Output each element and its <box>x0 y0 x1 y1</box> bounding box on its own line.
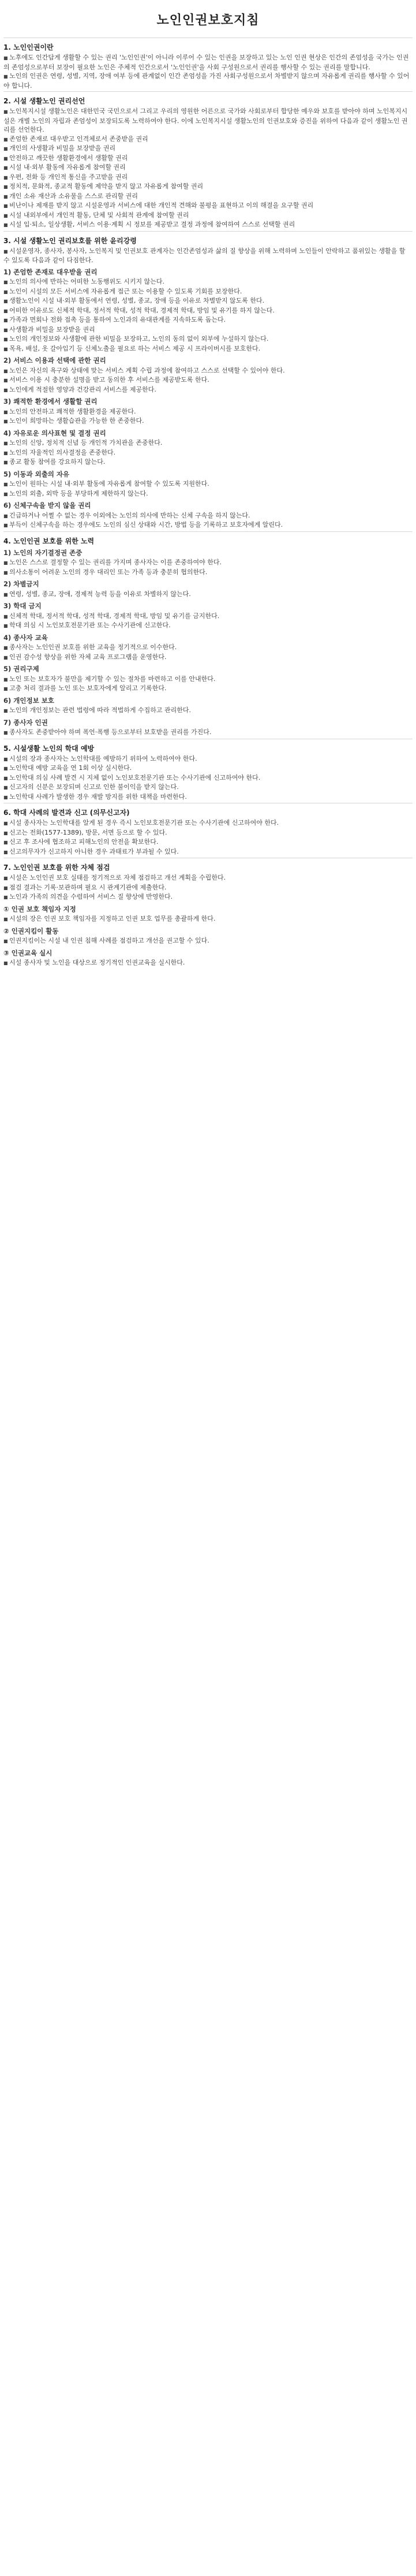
sub-heading: ① 인권 보호 책임자 지정 <box>3 904 76 913</box>
page-title: 노인인권보호지침 <box>156 13 260 28</box>
paragraph: ■ 부득이 신체구속을 하는 경우에도 노인의 심신 상태와 시간, 방법 등을 기록하고 보호자에게 알린다. <box>3 520 413 530</box>
sub-heading: 6) 개인정보 보호 <box>3 696 54 705</box>
paragraph: ■ 종교 활동 참여를 강요하지 않는다. <box>3 457 413 467</box>
section-heading: 3. 시설 생활노인 권리보호를 위한 윤리강령 <box>3 236 137 245</box>
paragraph: ■ 학대 의심 시 노인보호전문기관 또는 수사기관에 신고한다. <box>3 621 413 631</box>
paragraph: ■ 시설의 장은 인권 보호 책임자를 지정하고 인권 보호 업무를 총괄하게 한다. <box>3 914 413 924</box>
paragraph: ■ 종사자도 존중받아야 하며 폭언·폭행 등으로부터 보호받을 권리를 가진다. <box>3 728 413 738</box>
paragraph: ■ 종사자는 노인인권 보호를 위한 교육을 정기적으로 이수한다. <box>3 643 413 653</box>
sub-heading: 6) 신체구속을 받지 않을 권리 <box>3 501 91 509</box>
sub-heading: 3) 학대 금지 <box>3 602 42 610</box>
sub-heading: 5) 이동과 외출의 자유 <box>3 470 70 478</box>
paragraph: ■ 시설의 장과 종사자는 노인학대를 예방하기 위하여 노력하여야 한다. <box>3 754 413 764</box>
paragraph: ■ 노인은 스스로 결정할 수 있는 권리를 가지며 종사자는 이를 존중하여야 한다. <box>3 558 413 568</box>
paragraph: ■ 비난이나 제재를 받지 않고 시설운영과 서비스에 대한 개인적 견해와 불평을 표현하고 이의 해결을 요구할 권리 <box>3 201 413 211</box>
paragraph: ■ 개인 소유 재산과 소유물을 스스로 관리할 권리 <box>3 192 413 202</box>
paragraph: ■ 노인이 원하는 시설 내·외부 활동에 자유롭게 참여할 수 있도록 지원한다. <box>3 479 413 489</box>
paragraph: ■ 가족과 면회나 전화 접촉 등을 통하여 노인과의 유대관계를 지속하도록 돕는다. <box>3 315 413 325</box>
paragraph: ■ 점검 결과는 기록·보관하며 필요 시 관계기관에 제출한다. <box>3 883 413 893</box>
paragraph: ■ 시설 내외부에서 개인적 활동, 단체 및 사회적 관계에 참여할 권리 <box>3 211 413 221</box>
paragraph: ■ 노인학대 예방 교육을 연 1회 이상 실시한다. <box>3 764 413 773</box>
sub-heading: 2) 차별금지 <box>3 580 39 588</box>
document-page <box>0 0 416 980</box>
paragraph: ■ 노인은 자신의 욕구와 상태에 맞는 서비스 계획 수립 과정에 참여하고 스스로 선택할 수 있어야 한다. <box>3 366 413 376</box>
sub-heading: 5) 권리구제 <box>3 665 39 673</box>
paragraph: ■ 고충 처리 결과를 노인 또는 보호자에게 알리고 기록한다. <box>3 684 413 694</box>
document-body <box>3 38 413 968</box>
sub-heading: 3) 쾌적한 환경에서 생활할 권리 <box>3 397 98 405</box>
section <box>3 858 413 968</box>
paragraph: ■ 서비스 이용 시 충분한 설명을 받고 동의한 후 서비스를 제공받도록 한다. <box>3 375 413 385</box>
paragraph: ■ 시설 종사자는 노인학대를 알게 된 경우 즉시 노인보호전문기관 또는 수사기관에 신고하여야 한다. <box>3 818 413 828</box>
paragraph: ■ 신고 후 조사에 협조하고 피해노인의 안전을 확보한다. <box>3 837 413 847</box>
section-heading: 5. 시설생활 노인의 학대 예방 <box>3 744 95 753</box>
paragraph: ■ 시설 내·외부 활동에 자유롭게 참여할 권리 <box>3 163 413 173</box>
paragraph: ■ 노인에게 적절한 영양과 건강관리 서비스를 제공한다. <box>3 385 413 395</box>
paragraph: ■ 시설은 노인인권 보호 실태를 정기적으로 자체 점검하고 개선 계획을 수립한다. <box>3 873 413 883</box>
section <box>3 231 413 530</box>
paragraph: ■ 신고자의 신분은 보장되며 신고로 인한 불이익을 받지 않는다. <box>3 783 413 792</box>
paragraph: ■ 어떠한 이유로도 신체적 학대, 정서적 학대, 성적 학대, 경제적 학대, 방임 및 유기를 하지 않는다. <box>3 306 413 316</box>
sub-heading: 7) 종사자 인권 <box>3 718 48 727</box>
paragraph: ■ 정치적, 문화적, 종교적 활동에 제약을 받지 않고 자유롭게 참여할 권리 <box>3 182 413 192</box>
section-heading: 1. 노인인권이란 <box>3 43 54 51</box>
paragraph: ■ 신고는 전화(1577-1389), 방문, 서면 등으로 할 수 있다. <box>3 828 413 838</box>
sub-heading: 4) 자유로운 의사표현 및 결정 권리 <box>3 429 106 437</box>
section <box>3 38 413 90</box>
section <box>3 91 413 230</box>
paragraph: ■ 노인복지시설 생활노인은 대한민국 국민으로서 그리고 우리의 영원한 어른으로 국가와 사회로부터 합당한 예우와 보호를 받아야 하며 노인복지시설은 개별 노인의 자립과 존엄성이 보장되도록 노력하여야 한다. 이에 노인복지시설 생활노인의 인권보호와 증진을 위하여 다음과 같이 생활노인 권리를 선언한다. <box>3 107 413 135</box>
paragraph: ■ 연령, 성별, 종교, 장애, 경제적 능력 등을 이유로 차별하지 않는다. <box>3 590 413 600</box>
sub-heading: 1) 존엄한 존재로 대우받을 권리 <box>3 267 98 276</box>
paragraph: ■ 노인학대 사례가 발생한 경우 재발 방지를 위한 대책을 마련한다. <box>3 792 413 802</box>
paragraph: ■ 노인의 개인정보는 관련 법령에 따라 적법하게 수집하고 관리한다. <box>3 706 413 716</box>
paragraph: ■ 노인이 시설의 모든 서비스에 자유롭게 접근 또는 이용할 수 있도록 기회를 보장한다. <box>3 287 413 297</box>
paragraph: ■ 인권 감수성 향상을 위한 자체 교육 프로그램을 운영한다. <box>3 653 413 662</box>
paragraph: ■ 긴급하거나 어쩔 수 없는 경우 이외에는 노인의 의사에 반하는 신체 구속을 하지 않는다. <box>3 511 413 521</box>
paragraph: ■ 노인의 외출, 외박 등을 부당하게 제한하지 않는다. <box>3 489 413 499</box>
section-heading: 7. 노인인권 보호를 위한 자체 점검 <box>3 863 110 872</box>
sub-heading: 1) 노인의 자기결정권 존중 <box>3 548 83 557</box>
paragraph: ■ 시설 종사자 및 노인을 대상으로 정기적인 인권교육을 실시한다. <box>3 958 413 968</box>
paragraph: ■ 사생활과 비밀을 보장받을 권리 <box>3 325 413 335</box>
paragraph: ■ 안전하고 깨끗한 생활환경에서 생활할 권리 <box>3 154 413 163</box>
paragraph: ■ 노인의 개인정보와 사생활에 관한 비밀을 보장하고, 노인의 동의 없이 외부에 누설하지 않는다. <box>3 334 413 344</box>
paragraph: ■ 인권지킴이는 시설 내 인권 침해 사례를 점검하고 개선을 권고할 수 있다. <box>3 936 413 946</box>
section-heading: 6. 학대 사례의 발견과 신고 (의무신고자) <box>3 809 130 817</box>
section <box>3 531 413 738</box>
paragraph: ■ 노인이 희망하는 생활습관을 가능한 한 존중한다. <box>3 416 413 426</box>
paragraph: ■ 노인학대 의심 사례 발견 시 지체 없이 노인보호전문기관 또는 수사기관에 신고하여야 한다. <box>3 773 413 783</box>
section-heading: 4. 노인인권 보호를 위한 노력 <box>3 537 95 545</box>
section <box>3 739 413 802</box>
section-heading: 2. 시설 생활노인 권리선언 <box>3 97 85 105</box>
paragraph: ■ 생활노인이 시설 내·외부 활동에서 연령, 성별, 종교, 장애 등을 이유로 차별받지 않도록 한다. <box>3 296 413 306</box>
paragraph: ■ 개인의 사생활과 비밀을 보장받을 권리 <box>3 144 413 154</box>
section <box>3 803 413 857</box>
paragraph: ■ 노인의 자율적인 의사결정을 존중한다. <box>3 448 413 458</box>
paragraph: ■ 목욕, 배설, 옷 갈아입기 등 신체노출을 필요로 하는 서비스 제공 시 프라이버시를 보호한다. <box>3 344 413 354</box>
sub-heading: 4) 종사자 교육 <box>3 633 48 642</box>
paragraph: ■ 노인과 가족의 의견을 수렴하여 서비스 질 향상에 반영한다. <box>3 892 413 902</box>
paragraph: ■ 노인의 신앙, 정치적 신념 등 개인적 가치관을 존중한다. <box>3 438 413 448</box>
sub-heading: ② 인권지킴이 활동 <box>3 926 59 935</box>
sub-heading: ③ 인권교육 실시 <box>3 948 53 957</box>
sub-heading: 2) 서비스 이용과 선택에 관한 권리 <box>3 356 106 364</box>
paragraph: ■ 신고의무자가 신고하지 아니한 경우 과태료가 부과될 수 있다. <box>3 847 413 857</box>
paragraph: ■ 노인의 의사에 반하는 어떠한 노동행위도 시키지 않는다. <box>3 277 413 287</box>
paragraph: ■ 의사소통이 어려운 노인의 경우 대리인 또는 가족 등과 충분히 협의한다. <box>3 568 413 578</box>
paragraph: ■ 노인의 인권은 연령, 성별, 지역, 장애 여부 등에 관계없이 인간 존엄성을 가진 사회구성원으로서 차별받지 않으며 자유롭게 권리를 행사할 수 있어야 합니다. <box>3 72 413 90</box>
paragraph: ■ 우편, 전화 등 개인적 통신을 주고받을 권리 <box>3 173 413 183</box>
paragraph: ■ 신체적 학대, 정서적 학대, 성적 학대, 경제적 학대, 방임 및 유기를 금지한다. <box>3 612 413 621</box>
paragraph: ■ 노후에도 인간답게 생활할 수 있는 권리 '노인인권'이 아니라 이루어 수 있는 인권을 보장하고 있는 노인 인권 현상은 인간의 존엄성을 국가는 인권의 존엄성으로부터 보장이 필요한 노인은 주체적 인간으로서 '노인인권'을 사회 구성원으로서 권리를 행사할 수 있는 권리를 말합니다. <box>3 53 413 72</box>
paragraph: ■ 시설 입·퇴소, 일상생활, 서비스 이용·계획 시 정보를 제공받고 결정 과정에 참여하여 스스로 선택할 권리 <box>3 220 413 230</box>
paragraph: ■ 노인의 안전하고 쾌적한 생활환경을 제공한다. <box>3 407 413 417</box>
paragraph: ■ 존엄한 존재로 대우받고 인격체로서 존중받을 권리 <box>3 135 413 144</box>
paragraph: ■ 노인 또는 보호자가 불만을 제기할 수 있는 절차를 마련하고 이를 안내한다. <box>3 675 413 684</box>
paragraph: ■ 시설운영자, 종사자, 봉사자, 노인복지 및 인권보호 관계자는 인간존엄성과 삶의 질 향상을 위해 노력하며 노인들이 안락하고 품위있는 생활을 할 수 있도록 다음과 같이 다짐한다. <box>3 247 413 265</box>
